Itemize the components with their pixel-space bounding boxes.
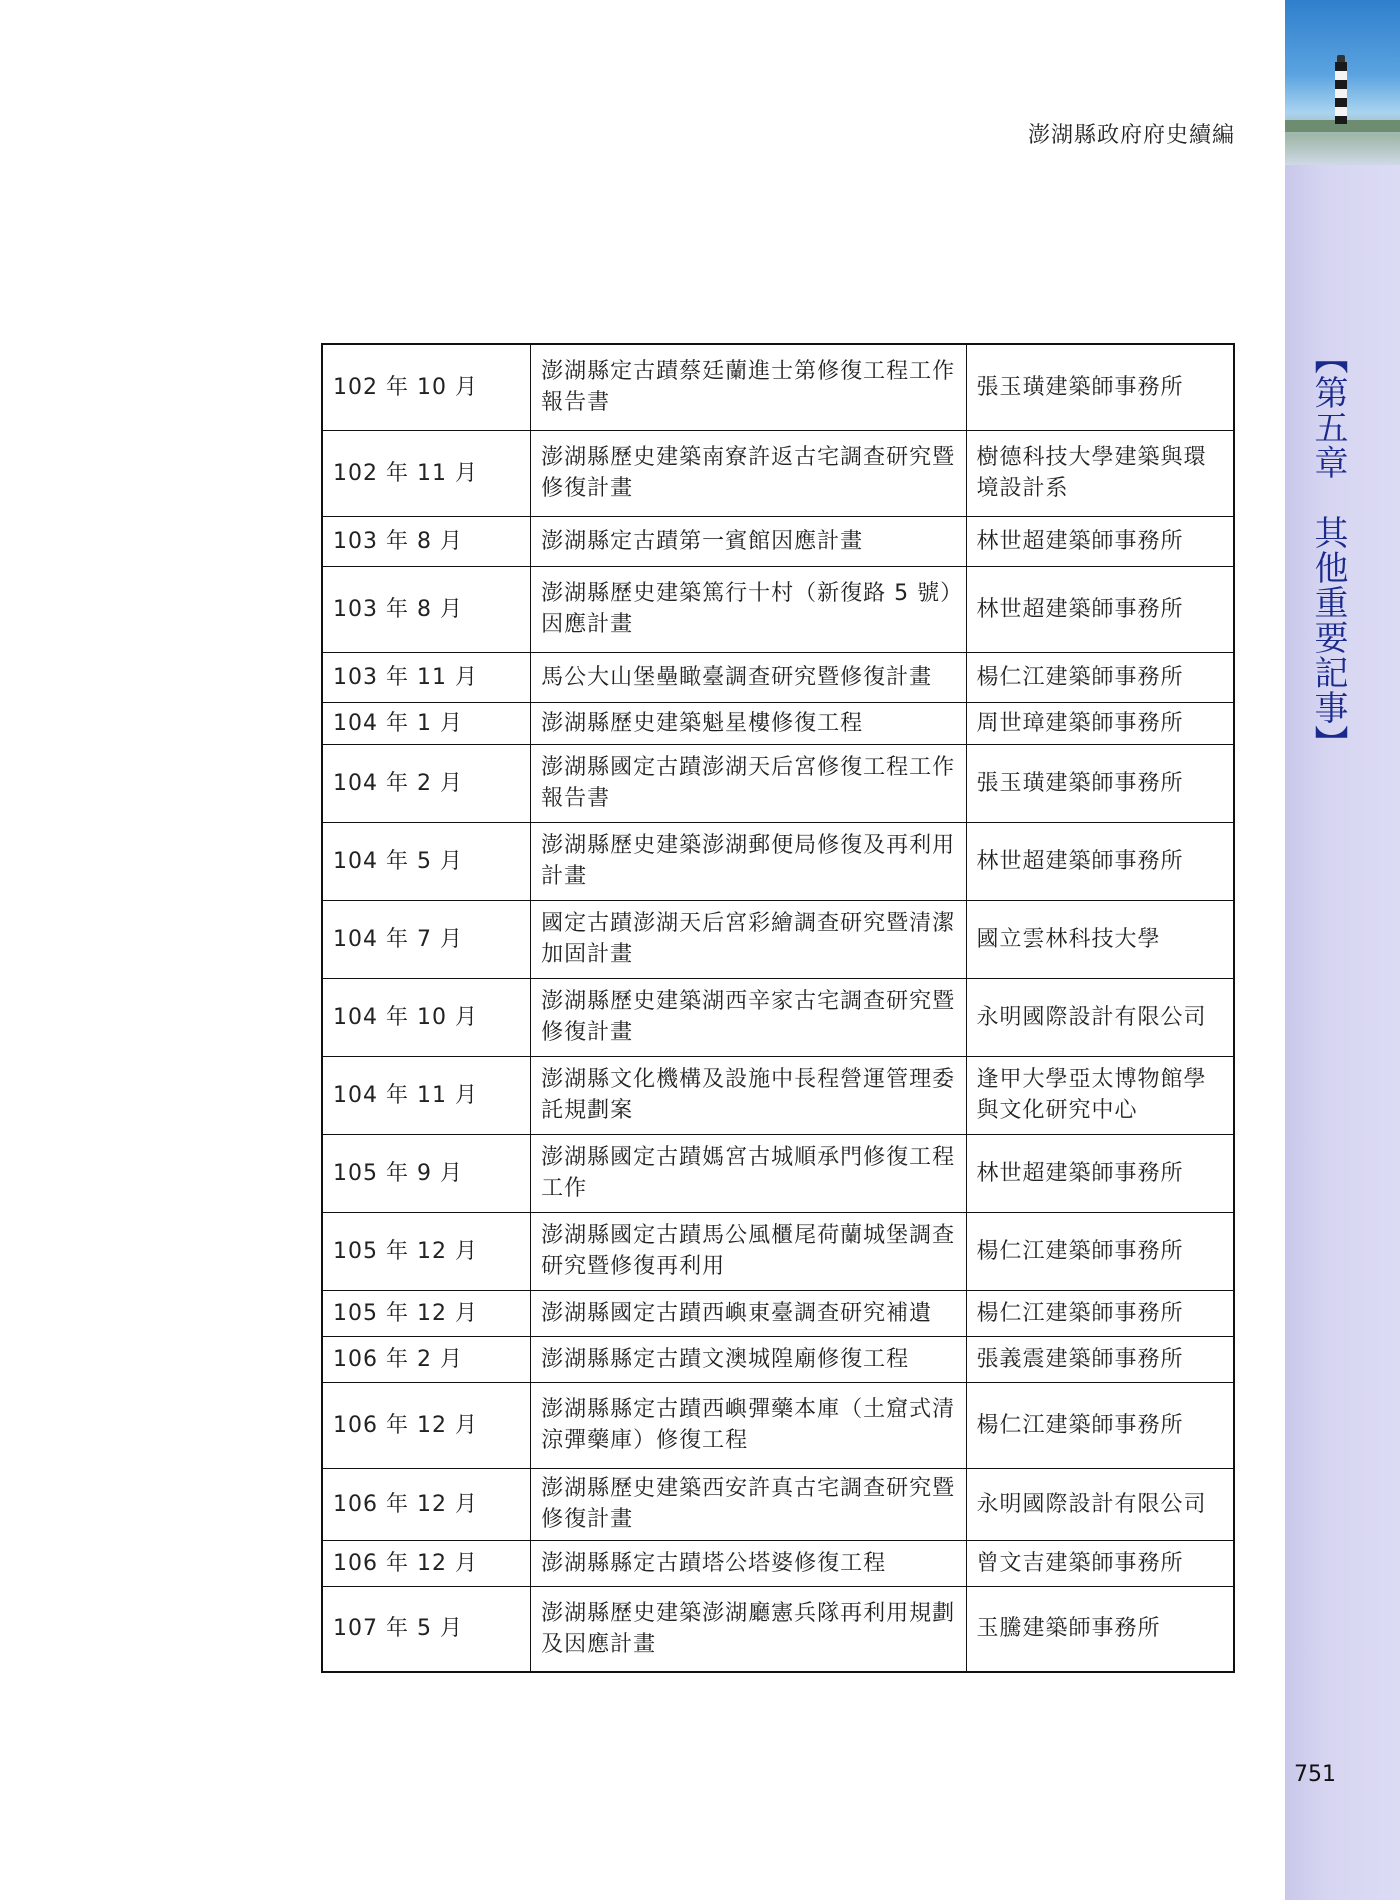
row-title: 澎湖縣歷史建築篤行十村（新復路 5 號）因應計畫 <box>531 566 966 652</box>
row-organization: 林世超建築師事務所 <box>966 566 1234 652</box>
row-date: 106 年 12 月 <box>322 1382 531 1468</box>
row-organization: 楊仁江建築師事務所 <box>966 1382 1234 1468</box>
row-title: 澎湖縣歷史建築魁星樓修復工程 <box>531 702 966 744</box>
records-table <box>321 343 1235 1673</box>
table-row <box>322 1382 1234 1468</box>
row-organization: 楊仁江建築師事務所 <box>966 652 1234 702</box>
row-title: 澎湖縣國定古蹟馬公風櫃尾荷蘭城堡調查研究暨修復再利用 <box>531 1212 966 1290</box>
row-date: 104 年 1 月 <box>322 702 531 744</box>
row-title: 澎湖縣歷史建築湖西辛家古宅調查研究暨修復計畫 <box>531 978 966 1056</box>
row-organization: 永明國際設計有限公司 <box>966 1468 1234 1540</box>
row-organization: 永明國際設計有限公司 <box>966 978 1234 1056</box>
row-title: 澎湖縣國定古蹟澎湖天后宮修復工程工作報告書 <box>531 744 966 822</box>
row-date: 104 年 11 月 <box>322 1056 531 1134</box>
row-title: 澎湖縣歷史建築澎湖郵便局修復及再利用計畫 <box>531 822 966 900</box>
row-organization: 國立雲林科技大學 <box>966 900 1234 978</box>
row-date: 105 年 9 月 <box>322 1134 531 1212</box>
row-title: 澎湖縣縣定古蹟文澳城隍廟修復工程 <box>531 1336 966 1382</box>
row-date: 104 年 2 月 <box>322 744 531 822</box>
row-organization: 張玉璜建築師事務所 <box>966 344 1234 430</box>
running-header: 澎湖縣政府府史續編 <box>1027 123 1235 148</box>
row-date: 104 年 10 月 <box>322 978 531 1056</box>
row-date: 106 年 12 月 <box>322 1540 531 1586</box>
row-title: 澎湖縣國定古蹟西嶼東臺調查研究補遺 <box>531 1290 966 1336</box>
page-number: 751 <box>1294 1762 1336 1787</box>
row-date: 102 年 11 月 <box>322 430 531 516</box>
row-organization: 林世超建築師事務所 <box>966 516 1234 566</box>
table-row <box>322 344 1234 430</box>
table-row <box>322 566 1234 652</box>
row-organization: 曾文吉建築師事務所 <box>966 1540 1234 1586</box>
row-date: 105 年 12 月 <box>322 1290 531 1336</box>
row-title: 澎湖縣文化機構及設施中長程營運管理委託規劃案 <box>531 1056 966 1134</box>
row-organization: 張玉璜建築師事務所 <box>966 744 1234 822</box>
row-title: 國定古蹟澎湖天后宮彩繪調查研究暨清潔加固計畫 <box>531 900 966 978</box>
row-organization: 楊仁江建築師事務所 <box>966 1290 1234 1336</box>
row-organization: 楊仁江建築師事務所 <box>966 1212 1234 1290</box>
table-row <box>322 1586 1234 1672</box>
table-row <box>322 1468 1234 1540</box>
table-row <box>322 1212 1234 1290</box>
sidebar-band <box>1285 0 1400 1900</box>
row-date: 104 年 5 月 <box>322 822 531 900</box>
row-organization: 林世超建築師事務所 <box>966 822 1234 900</box>
row-title: 澎湖縣歷史建築南寮許返古宅調查研究暨修復計畫 <box>531 430 966 516</box>
row-date: 104 年 7 月 <box>322 900 531 978</box>
row-title: 澎湖縣縣定古蹟塔公塔婆修復工程 <box>531 1540 966 1586</box>
row-title: 馬公大山堡壘瞰臺調查研究暨修復計畫 <box>531 652 966 702</box>
row-title: 澎湖縣歷史建築西安許真古宅調查研究暨修復計畫 <box>531 1468 966 1540</box>
table-row <box>322 702 1234 744</box>
row-date: 107 年 5 月 <box>322 1586 531 1672</box>
row-date: 103 年 11 月 <box>322 652 531 702</box>
table-row <box>322 1540 1234 1586</box>
table-row <box>322 430 1234 516</box>
row-date: 105 年 12 月 <box>322 1212 531 1290</box>
row-title: 澎湖縣縣定古蹟西嶼彈藥本庫（土窟式清涼彈藥庫）修復工程 <box>531 1382 966 1468</box>
lighthouse-icon <box>1285 0 1400 165</box>
table-row <box>322 978 1234 1056</box>
table-row <box>322 1056 1234 1134</box>
table-row <box>322 1336 1234 1382</box>
row-title: 澎湖縣歷史建築澎湖廳憲兵隊再利用規劃及因應計畫 <box>531 1586 966 1672</box>
row-date: 103 年 8 月 <box>322 516 531 566</box>
row-date: 102 年 10 月 <box>322 344 531 430</box>
table-row <box>322 1134 1234 1212</box>
row-date: 103 年 8 月 <box>322 566 531 652</box>
row-organization: 玉騰建築師事務所 <box>966 1586 1234 1672</box>
row-organization: 樹德科技大學建築與環境設計系 <box>966 430 1234 516</box>
chapter-label: 【第五章 其他重要記事】 <box>1308 340 1348 760</box>
row-title: 澎湖縣國定古蹟媽宮古城順承門修復工程工作 <box>531 1134 966 1212</box>
row-date: 106 年 2 月 <box>322 1336 531 1382</box>
table-row <box>322 900 1234 978</box>
table-row <box>322 516 1234 566</box>
row-organization: 林世超建築師事務所 <box>966 1134 1234 1212</box>
row-organization: 逢甲大學亞太博物館學與文化研究中心 <box>966 1056 1234 1134</box>
row-organization: 周世璋建築師事務所 <box>966 702 1234 744</box>
row-organization: 張義震建築師事務所 <box>966 1336 1234 1382</box>
row-date: 106 年 12 月 <box>322 1468 531 1540</box>
table-row <box>322 744 1234 822</box>
table-row <box>322 652 1234 702</box>
table-row <box>322 1290 1234 1336</box>
row-title: 澎湖縣定古蹟蔡廷蘭進士第修復工程工作報告書 <box>531 344 966 430</box>
row-title: 澎湖縣定古蹟第一賓館因應計畫 <box>531 516 966 566</box>
table-row <box>322 822 1234 900</box>
